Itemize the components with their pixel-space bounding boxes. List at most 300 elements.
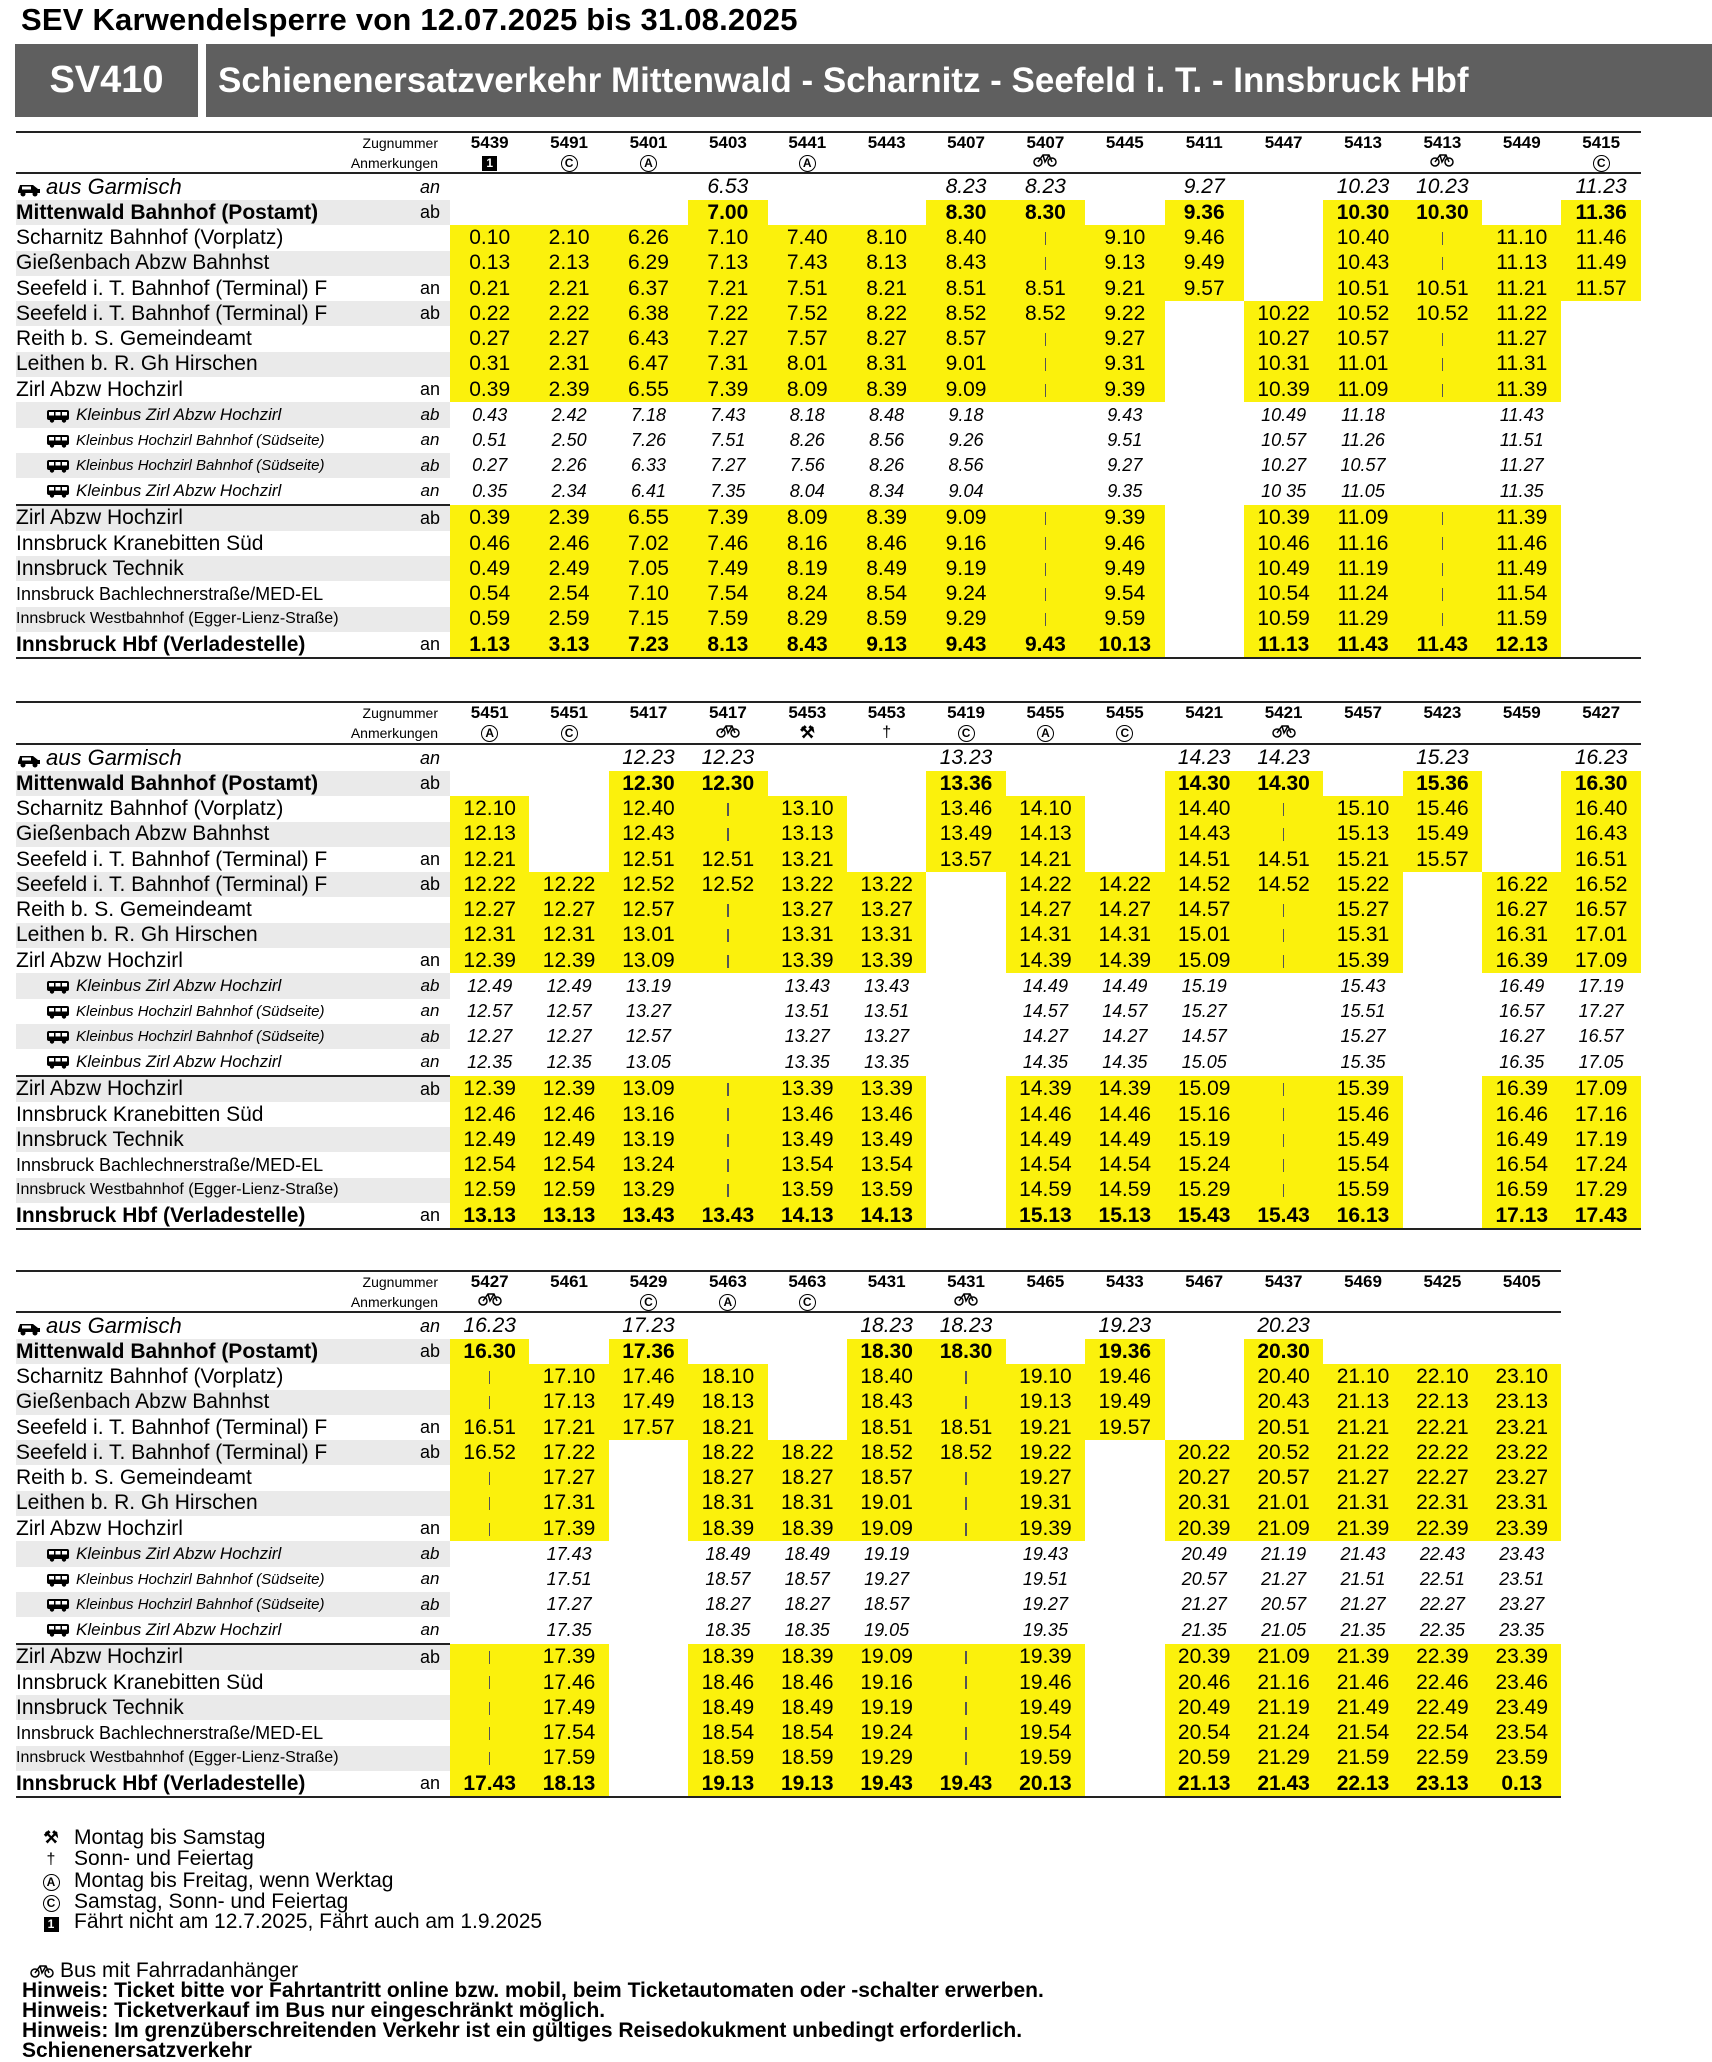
- departure-time: 12.54: [450, 1152, 529, 1177]
- departure-time: 18.27: [705, 1594, 751, 1615]
- departure-time: 14.31: [1085, 923, 1164, 948]
- departure-time: 19.09: [847, 1516, 926, 1541]
- train-number: 5463: [768, 1271, 847, 1292]
- departure-time: 19.35: [1022, 1619, 1068, 1640]
- departure-time: 17.43: [450, 1771, 529, 1797]
- departure-time: 7.18: [630, 404, 666, 425]
- departure-time: 10.39: [1244, 377, 1323, 402]
- departure-time: 19.43: [1022, 1543, 1068, 1564]
- departure-time: 17.27: [546, 1594, 592, 1615]
- departure-time: 2.39: [529, 377, 608, 402]
- departure-time: 12.27: [467, 1026, 513, 1047]
- departure-time: 19.36: [1085, 1339, 1164, 1364]
- departure-time: 8.56: [869, 429, 905, 450]
- departure-time: 14.57: [1102, 1000, 1148, 1021]
- departure-time: 14.49: [1006, 1127, 1085, 1152]
- bus-icon: [46, 484, 68, 498]
- departure-time: 6.29: [609, 251, 688, 276]
- arrival-departure-mode: ab: [410, 1440, 450, 1465]
- departure-time: 12.31: [529, 923, 608, 948]
- departure-time: [1244, 1152, 1323, 1177]
- station-name: Zirl Abzw Hochzirl: [16, 1516, 183, 1540]
- departure-time: [1561, 402, 1640, 427]
- arrival-departure-mode: an: [420, 1001, 440, 1021]
- departure-time: [926, 923, 1005, 948]
- station-name: Innsbruck Technik: [16, 1127, 184, 1151]
- departure-time: [926, 1491, 1005, 1516]
- station-name: Seefeld i. T. Bahnhof (Terminal) F: [16, 847, 328, 871]
- departure-time: 0.10: [450, 225, 529, 250]
- departure-time: [1165, 377, 1244, 402]
- departure-time: 18.13: [688, 1390, 767, 1415]
- departure-time: [1165, 1339, 1244, 1364]
- note-3: Hinweis: Im grenzüberschreitenden Verkehr ist ein gültiges Reisedokukment unbedingt erforderlich.: [22, 2019, 1023, 2042]
- train-remark: [1006, 153, 1085, 173]
- departure-time: 22.35: [1419, 1619, 1465, 1640]
- departure-time: 7.02: [609, 531, 688, 556]
- departure-time: 11.13: [1482, 251, 1561, 276]
- departure-time: 22.43: [1419, 1543, 1465, 1564]
- train-remark: [1244, 153, 1323, 173]
- departure-time: 14.30: [1244, 771, 1323, 796]
- departure-time: 10.59: [1244, 607, 1323, 632]
- departure-time: 18.43: [847, 1390, 926, 1415]
- timetable-block-3: [16, 1270, 1641, 1798]
- departure-time: 14.35: [1022, 1051, 1068, 1072]
- train-remark: [1323, 1292, 1402, 1312]
- departure-time: 19.43: [847, 1771, 926, 1797]
- departure-time: 12.23: [609, 744, 688, 771]
- departure-time: 6.55: [609, 505, 688, 531]
- departure-time: 14.57: [1022, 1000, 1068, 1021]
- departure-time: 15.43: [1165, 1203, 1244, 1229]
- train-remark: [926, 1292, 1005, 1312]
- departure-time: 15.19: [1165, 1127, 1244, 1152]
- departure-time: [1244, 1076, 1323, 1102]
- departure-time: [1006, 505, 1085, 531]
- departure-time: [926, 1390, 1005, 1415]
- station-row: [16, 1024, 1641, 1049]
- arrival-departure-mode: [410, 1390, 450, 1415]
- station-row: [16, 1312, 1641, 1339]
- departure-time: [1085, 1567, 1164, 1592]
- departure-time: [529, 771, 608, 796]
- departure-time: 11.09: [1323, 505, 1402, 531]
- line-code-badge: SV410: [15, 44, 198, 117]
- departure-time: [529, 173, 608, 200]
- train-number: 5469: [1323, 1271, 1402, 1292]
- departure-time: [609, 1567, 688, 1592]
- departure-time: [847, 744, 926, 771]
- departure-time: 19.49: [1006, 1695, 1085, 1720]
- departure-time: 14.39: [1006, 948, 1085, 973]
- departure-time: 14.43: [1165, 822, 1244, 847]
- station-name: Gießenbach Abzw Bahnhst: [16, 1390, 270, 1414]
- departure-time: 7.46: [688, 531, 767, 556]
- departure-time: [1482, 796, 1561, 821]
- departure-time: 9.09: [926, 377, 1005, 402]
- departure-time: 19.16: [847, 1670, 926, 1695]
- departure-time: 20.54: [1165, 1720, 1244, 1745]
- departure-time: [926, 973, 1005, 998]
- train-number: 5415: [1561, 132, 1640, 153]
- departure-time: 10.23: [1403, 173, 1482, 200]
- station-row: [16, 556, 1641, 581]
- departure-time: 11.23: [1561, 173, 1640, 200]
- departure-time: 11.51: [1499, 429, 1544, 450]
- departure-time: [1561, 377, 1640, 402]
- departure-time: [1165, 505, 1244, 531]
- departure-time: 9.29: [926, 607, 1005, 632]
- station-row: [16, 872, 1641, 897]
- departure-time: 19.24: [847, 1720, 926, 1745]
- departure-time: [1165, 581, 1244, 606]
- departure-time: 9.09: [926, 505, 1005, 531]
- departure-time: 13.49: [847, 1127, 926, 1152]
- arrival-departure-mode: an: [419, 1417, 441, 1438]
- departure-time: [1085, 1746, 1164, 1771]
- departure-time: 7.21: [688, 276, 767, 301]
- departure-time: 0.13: [450, 251, 529, 276]
- departure-time: [1403, 1312, 1482, 1339]
- departure-time: 12.10: [450, 796, 529, 821]
- station-row: [16, 1390, 1641, 1415]
- departure-time: 15.29: [1165, 1178, 1244, 1203]
- departure-time: [1165, 326, 1244, 351]
- departure-time: 18.39: [688, 1644, 767, 1670]
- departure-time: 14.22: [1085, 872, 1164, 897]
- train-remark: [609, 723, 688, 744]
- station-row: [16, 1644, 1641, 1670]
- departure-time: [847, 200, 926, 225]
- departure-time: [1244, 948, 1323, 973]
- station-name: Kleinbus Zirl Abzw Hochzirl: [76, 976, 282, 996]
- departure-time: 8.27: [847, 326, 926, 351]
- station-row: [16, 453, 1641, 478]
- station-name: Innsbruck Bachlechnerstraße/MED-EL: [16, 583, 324, 604]
- departure-time: [926, 1024, 1005, 1049]
- departure-time: 7.49: [688, 556, 767, 581]
- departure-time: 12.39: [450, 1076, 529, 1102]
- legend-text: Sonn- und Feiertag: [74, 1847, 254, 1870]
- departure-time: 7.00: [688, 200, 767, 225]
- bus-icon: [46, 409, 68, 423]
- departure-time: [1006, 251, 1085, 276]
- departure-time: 0.13: [1482, 1771, 1561, 1797]
- departure-time: [1561, 581, 1640, 606]
- departure-time: 18.39: [768, 1644, 847, 1670]
- departure-time: 13.43: [688, 1203, 767, 1229]
- departure-time: [1403, 607, 1482, 632]
- departure-time: 18.22: [688, 1440, 767, 1465]
- departure-time: 12.54: [529, 1152, 608, 1177]
- departure-time: [1244, 1127, 1323, 1152]
- departure-time: 12.31: [450, 923, 529, 948]
- departure-time: 17.54: [529, 1720, 608, 1745]
- timetable-block-1: [16, 131, 1641, 659]
- departure-time: [609, 173, 688, 200]
- departure-time: 15.49: [1323, 1127, 1402, 1152]
- departure-time: 12.49: [450, 1127, 529, 1152]
- departure-time: 20.46: [1165, 1670, 1244, 1695]
- departure-time: [1165, 478, 1244, 504]
- departure-time: 11.27: [1482, 326, 1561, 351]
- departure-time: [529, 1339, 608, 1364]
- station-row: [16, 1203, 1641, 1229]
- arrival-departure-mode: an: [420, 1051, 440, 1071]
- train-number: 5491: [529, 132, 608, 153]
- departure-time: [768, 1415, 847, 1440]
- departure-time: 0.59: [450, 607, 529, 632]
- departure-time: 21.29: [1244, 1746, 1323, 1771]
- legend-item: [40, 1870, 542, 1891]
- station-row: [16, 1102, 1641, 1127]
- departure-time: 17.36: [609, 1339, 688, 1364]
- departure-time: 17.59: [529, 1746, 608, 1771]
- departure-time: 2.21: [529, 276, 608, 301]
- station-name: Kleinbus Hochzirl Bahnhof (Südseite): [76, 1596, 325, 1614]
- departure-time: 18.49: [784, 1543, 830, 1564]
- departure-time: [1403, 402, 1482, 427]
- station-row: [16, 1670, 1641, 1695]
- departure-time: 7.52: [768, 301, 847, 326]
- departure-time: 8.04: [789, 480, 825, 501]
- departure-time: [1006, 402, 1085, 427]
- station-row: [16, 505, 1641, 531]
- train-remark: C: [529, 153, 608, 173]
- station-row: [16, 1076, 1641, 1102]
- departure-time: 2.46: [529, 531, 608, 556]
- departure-time: 15.39: [1323, 1076, 1402, 1102]
- departure-time: 23.51: [1499, 1568, 1545, 1589]
- departure-time: [1165, 556, 1244, 581]
- departure-time: [847, 173, 926, 200]
- departure-time: 14.52: [1244, 872, 1323, 897]
- departure-time: 11.21: [1482, 276, 1561, 301]
- departure-time: 13.39: [847, 1076, 926, 1102]
- departure-time: 7.15: [609, 607, 688, 632]
- departure-time: 12.43: [609, 822, 688, 847]
- train-number: 5463: [688, 1271, 767, 1292]
- departure-time: 10.57: [1340, 455, 1386, 476]
- departure-time: 7.23: [609, 632, 688, 658]
- departure-time: 12.59: [529, 1178, 608, 1203]
- departure-time: [1403, 1049, 1482, 1075]
- departure-time: 6.37: [609, 276, 688, 301]
- departure-time: 14.59: [1006, 1178, 1085, 1203]
- departure-time: [1482, 822, 1561, 847]
- departure-time: 12.39: [450, 948, 529, 973]
- departure-time: 18.27: [784, 1594, 830, 1615]
- departure-time: 13.43: [864, 975, 910, 996]
- train-remark: C: [1085, 723, 1164, 744]
- departure-time: 13.46: [768, 1102, 847, 1127]
- departure-time: [1403, 531, 1482, 556]
- departure-time: [688, 1152, 767, 1177]
- departure-time: [688, 897, 767, 922]
- departure-time: 18.54: [768, 1720, 847, 1745]
- departure-time: 21.24: [1244, 1720, 1323, 1745]
- departure-time: 17.49: [609, 1390, 688, 1415]
- train-remark: [529, 1292, 608, 1312]
- departure-time: 10.40: [1323, 225, 1402, 250]
- train-remark: [1085, 153, 1164, 173]
- departure-time: 16.43: [1561, 822, 1640, 847]
- departure-time: 15.43: [1340, 975, 1386, 996]
- train-number: 5433: [1085, 1271, 1164, 1292]
- departure-time: 10.30: [1323, 200, 1402, 225]
- departure-time: 15.13: [1085, 1203, 1164, 1229]
- departure-time: 6.55: [609, 377, 688, 402]
- departure-time: 23.49: [1482, 1695, 1561, 1720]
- departure-time: 14.31: [1006, 923, 1085, 948]
- departure-time: 7.05: [609, 556, 688, 581]
- bus-icon: [46, 1055, 68, 1069]
- departure-time: 12.30: [609, 771, 688, 796]
- departure-time: 16.39: [1482, 948, 1561, 973]
- station-row: [16, 1516, 1641, 1541]
- train-remark: [1085, 1292, 1164, 1312]
- departure-time: [1482, 200, 1561, 225]
- departure-time: [1006, 377, 1085, 402]
- departure-time: [926, 1203, 1005, 1229]
- train-number: 5439: [450, 132, 529, 153]
- departure-time: [1403, 505, 1482, 531]
- arrival-departure-mode: an: [419, 278, 441, 299]
- departure-time: 17.13: [529, 1390, 608, 1415]
- departure-time: 10.54: [1244, 581, 1323, 606]
- train-remark: A: [768, 153, 847, 173]
- departure-time: [1561, 505, 1640, 531]
- departure-time: 14.57: [1165, 897, 1244, 922]
- train-number: 5425: [1403, 1271, 1482, 1292]
- departure-time: 16.13: [1323, 1203, 1402, 1229]
- departure-time: 13.13: [450, 1203, 529, 1229]
- bus-icon: [46, 434, 68, 448]
- departure-time: 21.21: [1323, 1415, 1402, 1440]
- departure-time: 12.21: [450, 847, 529, 872]
- departure-time: 21.49: [1323, 1695, 1402, 1720]
- station-row: [16, 796, 1641, 821]
- departure-time: 15.21: [1323, 847, 1402, 872]
- station-name: Kleinbus Hochzirl Bahnhof (Südseite): [76, 1570, 325, 1588]
- train-remark: C: [1561, 153, 1640, 173]
- departure-time: [1085, 173, 1164, 200]
- departure-time: [1403, 1339, 1482, 1364]
- departure-time: 15.35: [1340, 1051, 1386, 1072]
- departure-time: 23.13: [1403, 1771, 1482, 1797]
- departure-time: [926, 1152, 1005, 1177]
- departure-time: [926, 948, 1005, 973]
- departure-time: 13.09: [609, 948, 688, 973]
- station-name: Innsbruck Bachlechnerstraße/MED-EL: [16, 1154, 324, 1175]
- departure-time: 20.22: [1165, 1440, 1244, 1465]
- departure-time: 8.30: [1006, 200, 1085, 225]
- departure-time: 8.43: [926, 251, 1005, 276]
- departure-time: [1085, 1644, 1164, 1670]
- departure-time: 12.27: [546, 1026, 592, 1047]
- departure-time: [450, 1364, 529, 1389]
- departure-time: 21.22: [1323, 1440, 1402, 1465]
- departure-time: 13.39: [768, 1076, 847, 1102]
- departure-time: 10.51: [1323, 276, 1402, 301]
- departure-time: 11.26: [1341, 429, 1385, 450]
- departure-time: 0.35: [472, 480, 508, 501]
- departure-time: [1323, 771, 1402, 796]
- departure-time: 19.19: [864, 1543, 910, 1564]
- departure-time: 13.01: [609, 923, 688, 948]
- station-row: [16, 1617, 1641, 1643]
- departure-time: 8.52: [926, 301, 1005, 326]
- car-icon: [16, 752, 38, 766]
- departure-time: 11.24: [1323, 581, 1402, 606]
- departure-time: 21.27: [1181, 1594, 1227, 1615]
- station-name: aus Garmisch: [46, 174, 182, 199]
- departure-time: 7.54: [688, 581, 767, 606]
- departure-time: 8.23: [926, 173, 1005, 200]
- departure-time: 8.40: [926, 225, 1005, 250]
- departure-time: [450, 744, 529, 771]
- departure-time: [1085, 1695, 1164, 1720]
- departure-time: [450, 1516, 529, 1541]
- departure-time: 16.49: [1482, 1127, 1561, 1152]
- departure-time: 9.10: [1085, 225, 1164, 250]
- departure-time: 8.13: [847, 251, 926, 276]
- departure-time: 8.19: [768, 556, 847, 581]
- departure-time: 15.05: [1181, 1051, 1227, 1072]
- departure-time: [1085, 1541, 1164, 1566]
- departure-time: 10.27: [1261, 455, 1307, 476]
- departure-time: 22.46: [1403, 1670, 1482, 1695]
- train-remark: [1482, 1292, 1561, 1312]
- departure-time: 18.31: [768, 1491, 847, 1516]
- departure-time: 14.27: [1006, 897, 1085, 922]
- arrival-departure-mode: [410, 796, 450, 821]
- departure-time: [1085, 1720, 1164, 1745]
- departure-time: [768, 771, 847, 796]
- departure-time: 18.46: [688, 1670, 767, 1695]
- departure-time: 14.10: [1006, 796, 1085, 821]
- departure-time: 9.46: [1165, 225, 1244, 250]
- car-icon: [16, 1320, 38, 1334]
- train-remark: 1: [450, 153, 529, 173]
- departure-time: 0.51: [472, 429, 508, 450]
- station-name: Seefeld i. T. Bahnhof (Terminal) F: [16, 872, 328, 896]
- departure-time: 15.39: [1323, 948, 1402, 973]
- arrival-departure-mode: [410, 1102, 450, 1127]
- departure-time: 13.13: [768, 822, 847, 847]
- departure-time: [609, 1465, 688, 1490]
- arrival-departure-mode: [410, 1127, 450, 1152]
- departure-time: [1006, 1339, 1085, 1364]
- departure-time: [1244, 973, 1323, 998]
- departure-time: 10.30: [1403, 200, 1482, 225]
- departure-time: [926, 1592, 1005, 1617]
- departure-time: 15.59: [1323, 1178, 1402, 1203]
- departure-time: 12.46: [450, 1102, 529, 1127]
- departure-time: 11.39: [1482, 505, 1561, 531]
- departure-time: 2.50: [551, 429, 587, 450]
- departure-time: 18.21: [688, 1415, 767, 1440]
- departure-time: 15.16: [1165, 1102, 1244, 1127]
- departure-time: [1006, 352, 1085, 377]
- departure-time: [1085, 744, 1164, 771]
- train-number: 5411: [1165, 132, 1244, 153]
- departure-time: 17.46: [529, 1670, 608, 1695]
- departure-time: 18.51: [926, 1415, 1005, 1440]
- arrival-departure-mode: [410, 225, 450, 250]
- departure-time: 19.22: [1006, 1440, 1085, 1465]
